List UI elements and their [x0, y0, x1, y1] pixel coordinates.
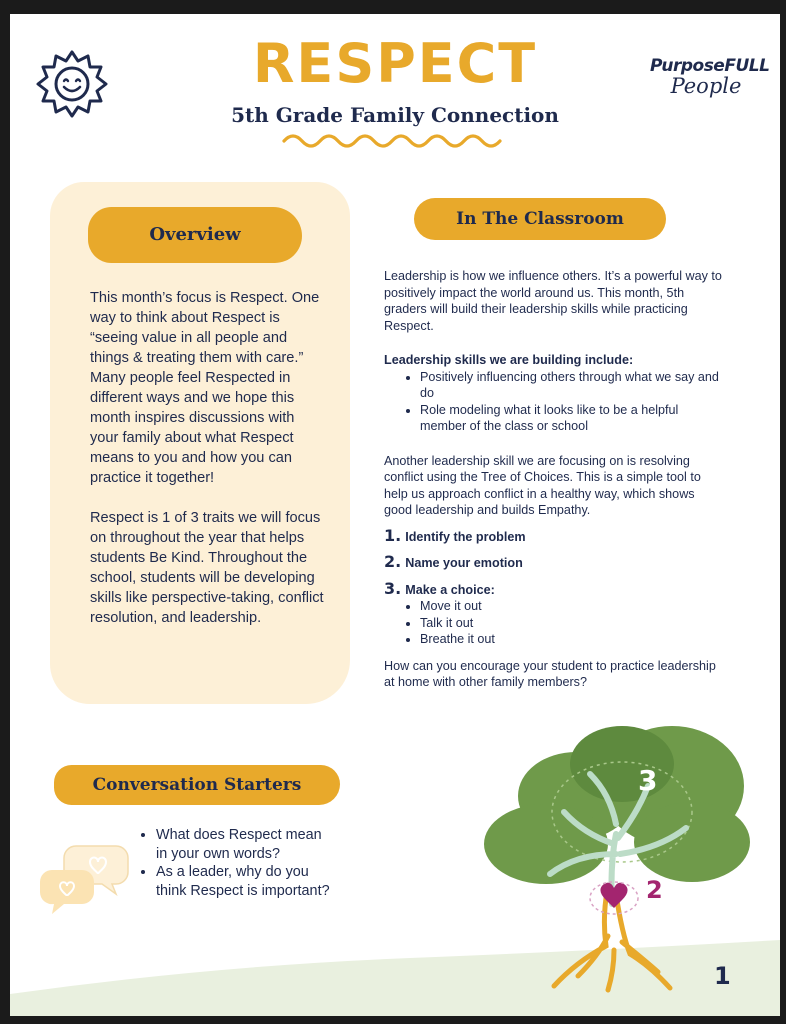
list-item: • Role modeling what it looks like to be a helpful member of the class or school: [420, 402, 724, 435]
tree-label-2: 2: [646, 876, 663, 904]
squiggle-divider: [280, 132, 510, 150]
overview-text: [90, 288, 325, 648]
classroom-question: How can you encourage your student to practice leadership at home with other family members?: [384, 658, 716, 689]
classroom-heading: In The Classroom: [414, 198, 666, 240]
page-subtitle: 5th Grade Family Connection: [231, 103, 559, 127]
list-item: • Talk it out: [420, 615, 724, 632]
list-item: • What does Respect mean in your own words?: [156, 826, 334, 863]
classroom-section: [384, 268, 724, 691]
tree-of-choices-illustration: [10, 704, 780, 1016]
overview-heading: Overview: [88, 207, 302, 263]
tree-label-1: 1: [714, 962, 731, 990]
purposefull-people-logo: [650, 56, 770, 98]
list-item: • Positively influencing others through what we say and do: [420, 369, 724, 402]
logo-line-1: PurposeFULL: [650, 56, 770, 76]
document-page: [10, 14, 780, 1016]
tree-label-3: 3: [638, 764, 658, 797]
choices-list: [384, 598, 724, 648]
list-item: • Breathe it out: [420, 631, 724, 648]
conversation-heading: Conversation Starters: [54, 765, 340, 805]
classroom-intro: Leadership is how we influence others. It’s a powerful way to positively impact the world around us. This month, 5th graders will build their leadership skills while practicing Respect.: [384, 269, 722, 333]
skills-list: [384, 369, 724, 435]
page-title: RESPECT: [252, 32, 538, 95]
list-item: • Move it out: [420, 598, 724, 615]
ground-hill: [10, 940, 780, 1016]
list-item: • As a leader, why do you think Respect is important?: [156, 863, 334, 900]
canopy-top: [570, 726, 674, 802]
skills-heading: Leadership skills we are building include:: [384, 353, 634, 367]
overview-paragraph-2: Respect is 1 of 3 traits we will focus on throughout the year that helps students Be Kind. Throughout the school, students will be developing skills like perspective-taking, conflict resolution, and leadership.: [90, 510, 324, 626]
step-1: 1. Identify the problem: [384, 525, 526, 545]
step-3: 3. Make a choice:: [384, 578, 495, 598]
overview-paragraph-1: This month’s focus is Respect. One way to think about Respect is “seeing value in all people and things & treating them with care.” Many people feel Respected in different ways and we hope this month inspires discussions with your family about what Respect means to you and how you can practice it together!: [90, 290, 320, 486]
canopy-low-left: [484, 804, 608, 884]
logo-line-2: People: [670, 74, 742, 98]
step-2: 2. Name your emotion: [384, 552, 523, 571]
conflict-text: Another leadership skill we are focusing on is resolving conflict using the Tree of Choices. This is a simple tool to help us approach conflict in a healthy way, which shows good leadership and builds Empathy.: [384, 453, 701, 517]
